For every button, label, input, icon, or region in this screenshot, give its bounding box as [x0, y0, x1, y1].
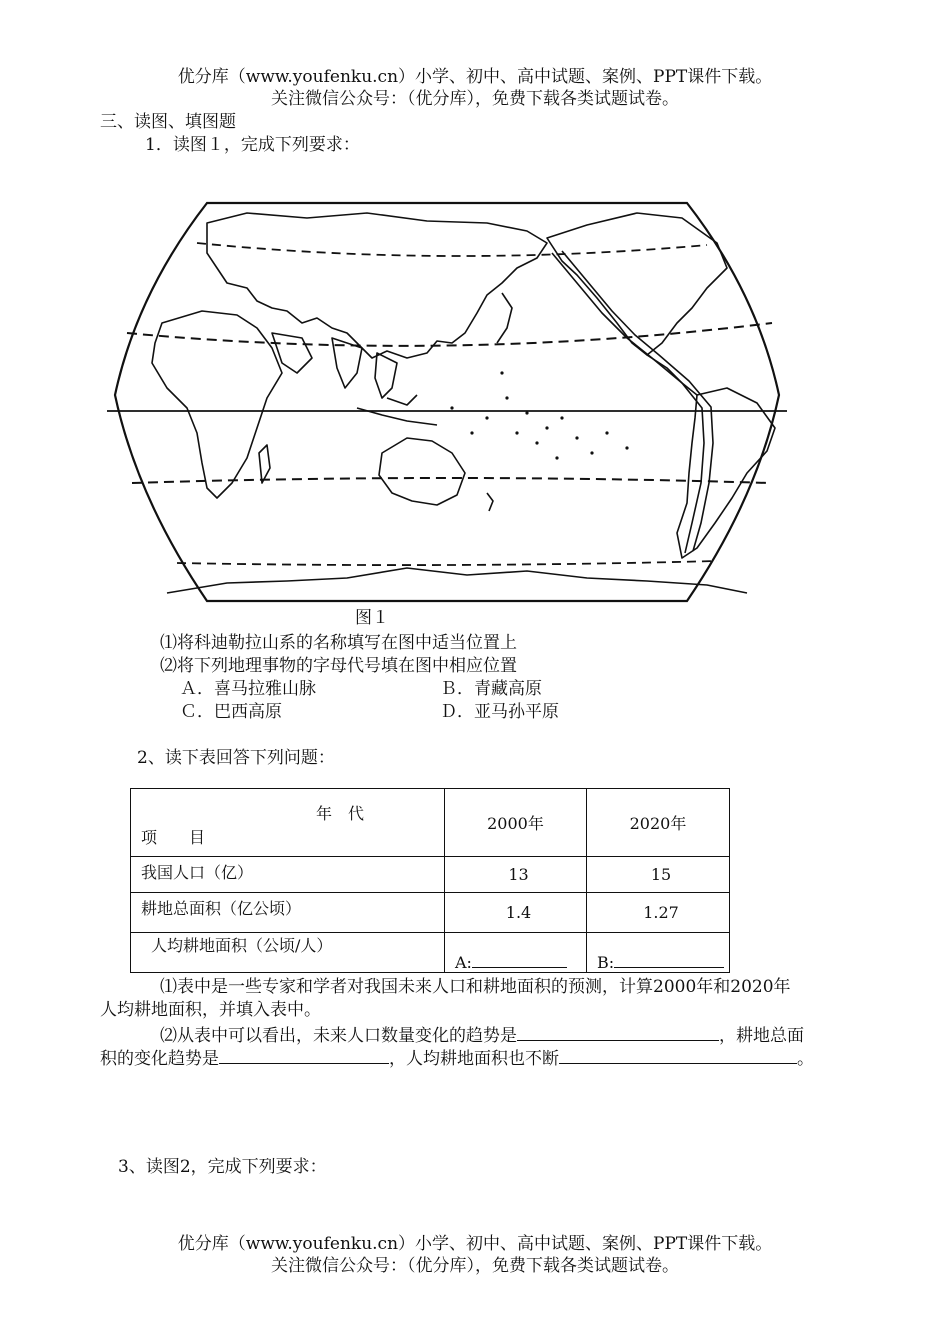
q2-part-2-text-e: 。	[797, 1049, 814, 1069]
q1-option-d: Ｄ．亚马孙平原	[440, 702, 559, 722]
north-america-continent	[547, 213, 727, 355]
column-header-2000: 2000年	[445, 789, 587, 857]
corner-label-items: 项 目	[141, 828, 206, 847]
antarctica-coast	[167, 568, 747, 593]
q2-intro: 2、读下表回答下列问题：	[137, 748, 335, 768]
australia-continent	[379, 438, 465, 505]
world-map	[107, 183, 787, 608]
cordillera-chain	[552, 253, 704, 553]
corner-label-years: 年 代	[316, 804, 365, 823]
table-row	[131, 893, 730, 933]
arabian-peninsula	[272, 333, 312, 373]
answer-a-label: A:	[455, 953, 472, 972]
madagascar	[259, 445, 270, 483]
farmland-trend-blank[interactable]	[219, 1045, 389, 1064]
africa-continent	[152, 311, 282, 498]
header-line-2: 关注微信公众号：（优分库），免费下载各类试题试卷。	[271, 89, 679, 109]
world-map-figure	[107, 183, 787, 608]
footer-line-2: 关注微信公众号：（优分库），免费下载各类试题试卷。	[271, 1256, 679, 1276]
q1-option-c: Ｃ．巴西高原	[180, 702, 282, 722]
table-corner-cell	[131, 789, 445, 857]
q2-part-1-line-2: 人均耕地面积，并填入表中。	[100, 1000, 321, 1020]
q2-part-2-line-2	[100, 1045, 814, 1070]
cordillera-chain-inner	[562, 251, 713, 551]
arctic-circle	[197, 243, 707, 256]
q2-part-1-line-1: ⑴表中是一些专家和学者对我国未来人口和耕地面积的预测，计算2000年和2020年	[160, 977, 791, 997]
header-line-1: 优分库（www.youfenku.cn）小学、初中、高中试题、案例、PPT课件下载。	[177, 67, 773, 87]
q1-intro: 1．读图１，完成下列要求：	[145, 135, 360, 155]
cell-answer-a[interactable]	[445, 933, 587, 973]
answer-a-blank[interactable]	[472, 951, 567, 968]
japan-islands	[497, 293, 512, 343]
south-america-continent	[677, 388, 775, 558]
row-label-population: 我国人口（亿）	[131, 857, 445, 893]
new-zealand	[487, 493, 493, 511]
cell-population-2000: 13	[445, 857, 587, 893]
row-label-per-capita: 人均耕地面积（公顷/人）	[131, 933, 445, 973]
table-header-row	[131, 789, 730, 857]
q1-item-1: ⑴将科迪勒拉山系的名称填写在图中适当位置上	[160, 633, 517, 653]
per-capita-trend-blank[interactable]	[559, 1045, 797, 1064]
table-row	[131, 857, 730, 893]
pacific-islands	[450, 371, 628, 459]
footer-line-1: 优分库（www.youfenku.cn）小学、初中、高中试题、案例、PPT课件下载。	[177, 1234, 773, 1254]
section-title: 三、读图、填图题	[100, 112, 236, 132]
indonesia-islands	[357, 395, 437, 425]
cell-farmland-2020: 1.27	[587, 893, 730, 933]
q2-part-2-text-b: ，耕地总面	[719, 1026, 804, 1046]
eurasia-continent	[207, 213, 547, 358]
q2-part-2-text-c: 积的变化趋势是	[100, 1049, 219, 1069]
population-trend-blank[interactable]	[517, 1022, 719, 1041]
cell-farmland-2000: 1.4	[445, 893, 587, 933]
cell-population-2020: 15	[587, 857, 730, 893]
column-header-2020: 2020年	[587, 789, 730, 857]
q3-intro: 3、读图2，完成下列要求：	[118, 1157, 327, 1177]
q1-option-b: Ｂ．青藏高原	[440, 679, 542, 699]
indochina-peninsula	[375, 353, 397, 398]
row-label-farmland: 耕地总面积（亿公顷）	[131, 893, 445, 933]
cell-answer-b[interactable]	[587, 933, 730, 973]
table-row	[131, 933, 730, 973]
tropic-of-capricorn	[132, 478, 769, 483]
figure-1-caption: 图１	[355, 608, 389, 628]
q1-option-a: Ａ．喜马拉雅山脉	[180, 679, 316, 699]
answer-b-label: B:	[597, 953, 615, 972]
population-farmland-table	[130, 788, 730, 973]
q2-part-2-text-a: ⑵从表中可以看出，未来人口数量变化的趋势是	[160, 1026, 517, 1046]
q1-item-2: ⑵将下列地理事物的字母代号填在图中相应位置	[160, 656, 517, 676]
q2-part-2-line-1	[160, 1022, 804, 1047]
answer-b-blank[interactable]	[614, 951, 724, 968]
antarctic-circle	[177, 561, 717, 565]
q2-part-2-text-d: ，人均耕地面积也不断	[389, 1049, 559, 1069]
